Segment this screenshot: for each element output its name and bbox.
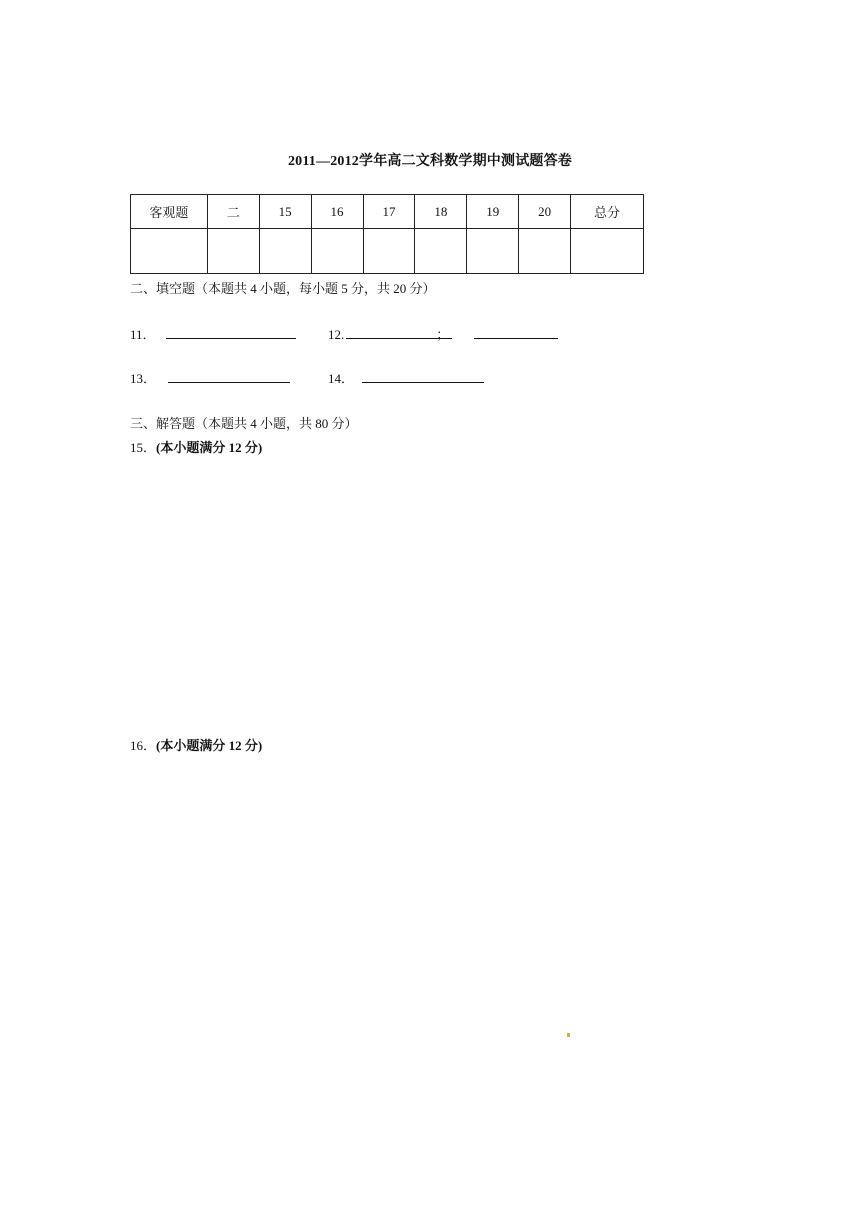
section2-heading: 二、填空题（本题共 4 小题，每小题 5 分，共 20 分）: [130, 281, 436, 296]
section3-heading: 三、解答题（本题共 4 小题，共 80 分）: [130, 416, 358, 431]
answer-row-13: [130, 368, 290, 387]
score-cell[interactable]: [519, 229, 571, 274]
score-cell[interactable]: [571, 229, 644, 274]
header-cell-18: 18: [415, 195, 467, 229]
score-cell[interactable]: [207, 229, 259, 274]
q13-label: 13．: [130, 371, 157, 386]
answer-row-11: [130, 324, 296, 343]
q15-points-label: (本小题满分 12 分): [156, 440, 263, 455]
score-table: [130, 194, 644, 274]
score-cell[interactable]: [131, 229, 208, 274]
header-cell-section2: 二: [207, 195, 259, 229]
q12-label: 12.: [328, 327, 345, 342]
q14-answer-blank[interactable]: [362, 368, 484, 383]
score-cell[interactable]: [467, 229, 519, 274]
header-cell-total: 总分: [571, 195, 644, 229]
page-title: 2011—2012学年高二文科数学期中测试题答卷: [287, 154, 573, 169]
q12-answer-blank-1[interactable]: [346, 324, 452, 342]
scan-speck: [567, 1033, 570, 1037]
q11-label: 11．: [130, 327, 156, 342]
header-cell-16: 16: [311, 195, 363, 229]
q12-separator: ；: [436, 327, 450, 342]
header-cell-17: 17: [363, 195, 415, 229]
question-15-heading: [130, 437, 262, 456]
answer-row-14: [328, 368, 484, 387]
score-table-header-row: [131, 195, 644, 229]
question-16-heading: [130, 735, 262, 754]
q16-number: 16．: [130, 738, 157, 753]
q14-label: 14．: [328, 371, 355, 386]
score-cell[interactable]: [311, 229, 363, 274]
answer-row-12: [328, 324, 558, 343]
q11-answer-blank[interactable]: [166, 324, 296, 339]
score-cell[interactable]: [259, 229, 311, 274]
header-cell-objective: 客观题: [131, 195, 208, 229]
header-cell-20: 20: [519, 195, 571, 229]
header-cell-19: 19: [467, 195, 519, 229]
q15-number: 15．: [130, 440, 157, 455]
header-cell-15: 15: [259, 195, 311, 229]
q13-answer-blank[interactable]: [168, 368, 290, 383]
q12-answer-blank-2[interactable]: [474, 324, 558, 339]
score-table-blank-row: [131, 229, 644, 274]
q16-points-label: (本小题满分 12 分): [156, 738, 263, 753]
score-cell[interactable]: [363, 229, 415, 274]
score-cell[interactable]: [415, 229, 467, 274]
